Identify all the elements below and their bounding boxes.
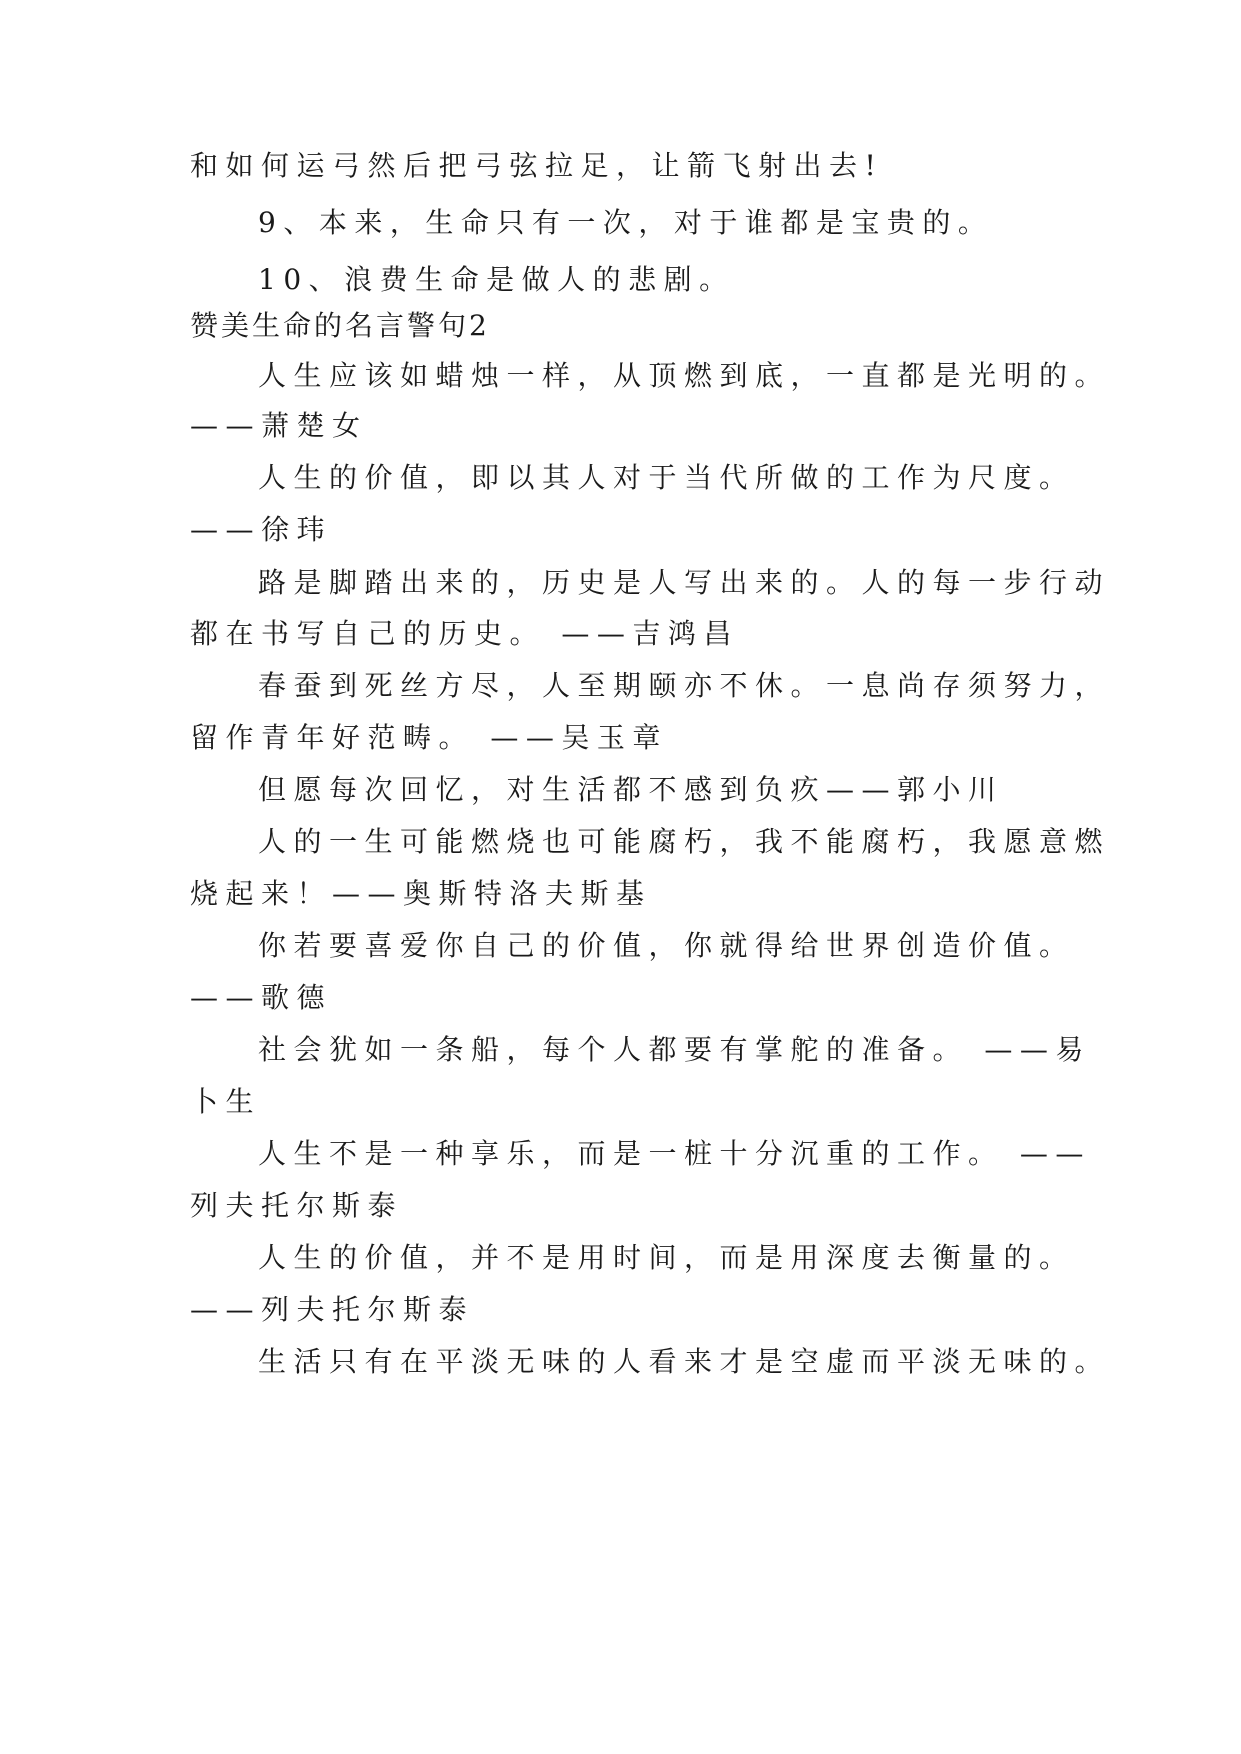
- quote-text: 人的一生可能燃烧也可能腐朽，我不能腐朽，我愿意燃: [258, 825, 1111, 858]
- section-heading: 赞美生命的名言警句2: [190, 309, 490, 342]
- quote-text: 生活只有在平淡无味的人看来才是空虚而平淡无味的。: [258, 1345, 1111, 1378]
- quote-text: 人生的价值，即以其人对于当代所做的工作为尺度。: [258, 461, 1075, 494]
- text-line: 和如何运弓然后把弓弦拉足，让箭飞射出去!: [190, 149, 884, 182]
- quote-text: 留作青年好范畴。 ——吴玉章: [190, 721, 668, 754]
- list-item: 10、浪费生命是做人的悲剧。: [258, 263, 735, 296]
- quote-text: 社会犹如一条船，每个人都要有掌舵的准备。 ——易: [258, 1033, 1091, 1066]
- quote-author: ——列夫托尔斯泰: [190, 1293, 475, 1326]
- quote-text: 路是脚踏出来的，历史是人写出来的。人的每一步行动: [258, 566, 1111, 599]
- quote-text: 卜生: [190, 1085, 262, 1118]
- quote-author: ——萧楚女: [190, 409, 368, 442]
- quote-author: ——歌德: [190, 981, 333, 1014]
- quote-text: 都在书写自己的历史。 ——吉鸿昌: [190, 617, 739, 650]
- quote-text: 春蚕到死丝方尽，人至期颐亦不休。一息尚存须努力，: [258, 669, 1111, 702]
- quote-text: 人生不是一种享乐，而是一桩十分沉重的工作。 ——: [258, 1137, 1091, 1170]
- quote-author: ——徐玮: [190, 513, 333, 546]
- quote-text: 但愿每次回忆，对生活都不感到负疚——郭小川: [258, 773, 1004, 806]
- quote-text: 人生的价值，并不是用时间，而是用深度去衡量的。: [258, 1241, 1075, 1274]
- quote-text: 你若要喜爱你自己的价值，你就得给世界创造价值。: [258, 929, 1075, 962]
- list-item: 9、本来，生命只有一次，对于谁都是宝贵的。: [258, 206, 994, 239]
- quote-author: 列夫托尔斯泰: [190, 1189, 404, 1222]
- quote-text: 烧起来！——奥斯特洛夫斯基: [190, 877, 652, 910]
- quote-text: 人生应该如蜡烛一样，从顶燃到底，一直都是光明的。: [258, 359, 1111, 392]
